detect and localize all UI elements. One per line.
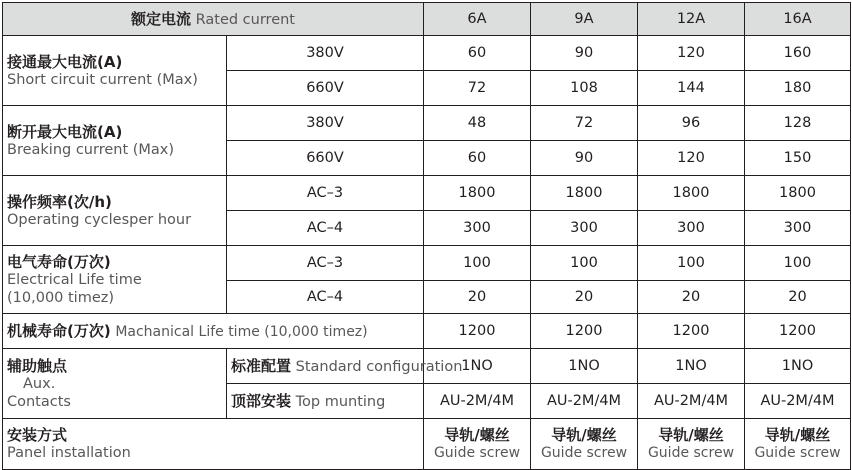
value-cell: 1200	[745, 314, 851, 349]
operating-cycles-label: 操作频率(次/h) Operating cyclesper hour	[3, 176, 227, 246]
value-cell: 20	[424, 281, 531, 314]
value-cell: 300	[424, 211, 531, 246]
table-row	[3, 106, 851, 141]
value-cell: 1800	[531, 176, 638, 211]
condition-cell: 660V	[227, 141, 424, 176]
value-cell: 160	[745, 36, 851, 71]
current-9a-header: 9A	[531, 3, 638, 36]
value-cell: 72	[424, 71, 531, 106]
short-circuit-label: 接通最大电流(A) Short circuit current (Max)	[3, 36, 227, 106]
table-row	[3, 36, 851, 71]
value-cell: 128	[745, 106, 851, 141]
rated-current-header: 额定电流 Rated current	[3, 3, 424, 36]
value-cell: 1800	[424, 176, 531, 211]
value-cell: 72	[531, 106, 638, 141]
value-cell: 100	[531, 246, 638, 281]
current-12a-header: 12A	[638, 3, 745, 36]
table-row	[3, 419, 851, 470]
value-cell: AU-2M/4M	[745, 384, 851, 419]
value-cell: 300	[531, 211, 638, 246]
value-cell: 48	[424, 106, 531, 141]
value-cell: 导轨/螺丝 Guide screw	[745, 419, 851, 470]
value-cell: 120	[638, 141, 745, 176]
standard-config-label: 标准配置 Standard configuration	[227, 349, 424, 384]
condition-cell: AC–3	[227, 176, 424, 211]
value-cell: 20	[531, 281, 638, 314]
value-cell: AU-2M/4M	[531, 384, 638, 419]
spec-table	[2, 2, 851, 470]
value-cell: AU-2M/4M	[638, 384, 745, 419]
condition-cell: AC–4	[227, 211, 424, 246]
value-cell: 1NO	[531, 349, 638, 384]
value-cell: 60	[424, 141, 531, 176]
electrical-life-label: 电气寿命(万次) Electrical Life time (10,000 timez)	[3, 246, 227, 314]
value-cell: 1800	[745, 176, 851, 211]
value-cell: 100	[638, 246, 745, 281]
value-cell: 108	[531, 71, 638, 106]
value-cell: 300	[745, 211, 851, 246]
mechanical-life-label: 机械寿命(万次) Machanical Life time (10,000 timez)	[3, 314, 424, 349]
value-cell: 20	[745, 281, 851, 314]
value-cell: 1NO	[424, 349, 531, 384]
breaking-current-label: 断开最大电流(A) Breaking current (Max)	[3, 106, 227, 176]
value-cell: 120	[638, 36, 745, 71]
value-cell: 100	[424, 246, 531, 281]
current-6a-header: 6A	[424, 3, 531, 36]
value-cell: 300	[638, 211, 745, 246]
value-cell: 90	[531, 141, 638, 176]
header-row	[3, 3, 851, 36]
aux-contacts-label: 辅助触点 Aux. Contacts	[3, 349, 227, 419]
value-cell: 1NO	[745, 349, 851, 384]
condition-cell: AC–4	[227, 281, 424, 314]
top-mounting-label: 顶部安装 Top munting	[227, 384, 424, 419]
value-cell: 导轨/螺丝 Guide screw	[638, 419, 745, 470]
condition-cell: AC–3	[227, 246, 424, 281]
value-cell: 1NO	[638, 349, 745, 384]
current-16a-header: 16A	[745, 3, 851, 36]
value-cell: 1200	[638, 314, 745, 349]
value-cell: 100	[745, 246, 851, 281]
value-cell: 150	[745, 141, 851, 176]
value-cell: 144	[638, 71, 745, 106]
installation-label: 安装方式 Panel installation	[3, 419, 424, 470]
value-cell: 1200	[424, 314, 531, 349]
condition-cell: 660V	[227, 71, 424, 106]
value-cell: 导轨/螺丝 Guide screw	[424, 419, 531, 470]
condition-cell: 380V	[227, 36, 424, 71]
table-row	[3, 176, 851, 211]
value-cell: 180	[745, 71, 851, 106]
table-row	[3, 246, 851, 281]
value-cell: 90	[531, 36, 638, 71]
value-cell: 导轨/螺丝 Guide screw	[531, 419, 638, 470]
table-row	[3, 314, 851, 349]
value-cell: 1800	[638, 176, 745, 211]
value-cell: 60	[424, 36, 531, 71]
value-cell: 1200	[531, 314, 638, 349]
table-row	[3, 349, 851, 384]
value-cell: 20	[638, 281, 745, 314]
condition-cell: 380V	[227, 106, 424, 141]
value-cell: AU-2M/4M	[424, 384, 531, 419]
value-cell: 96	[638, 106, 745, 141]
